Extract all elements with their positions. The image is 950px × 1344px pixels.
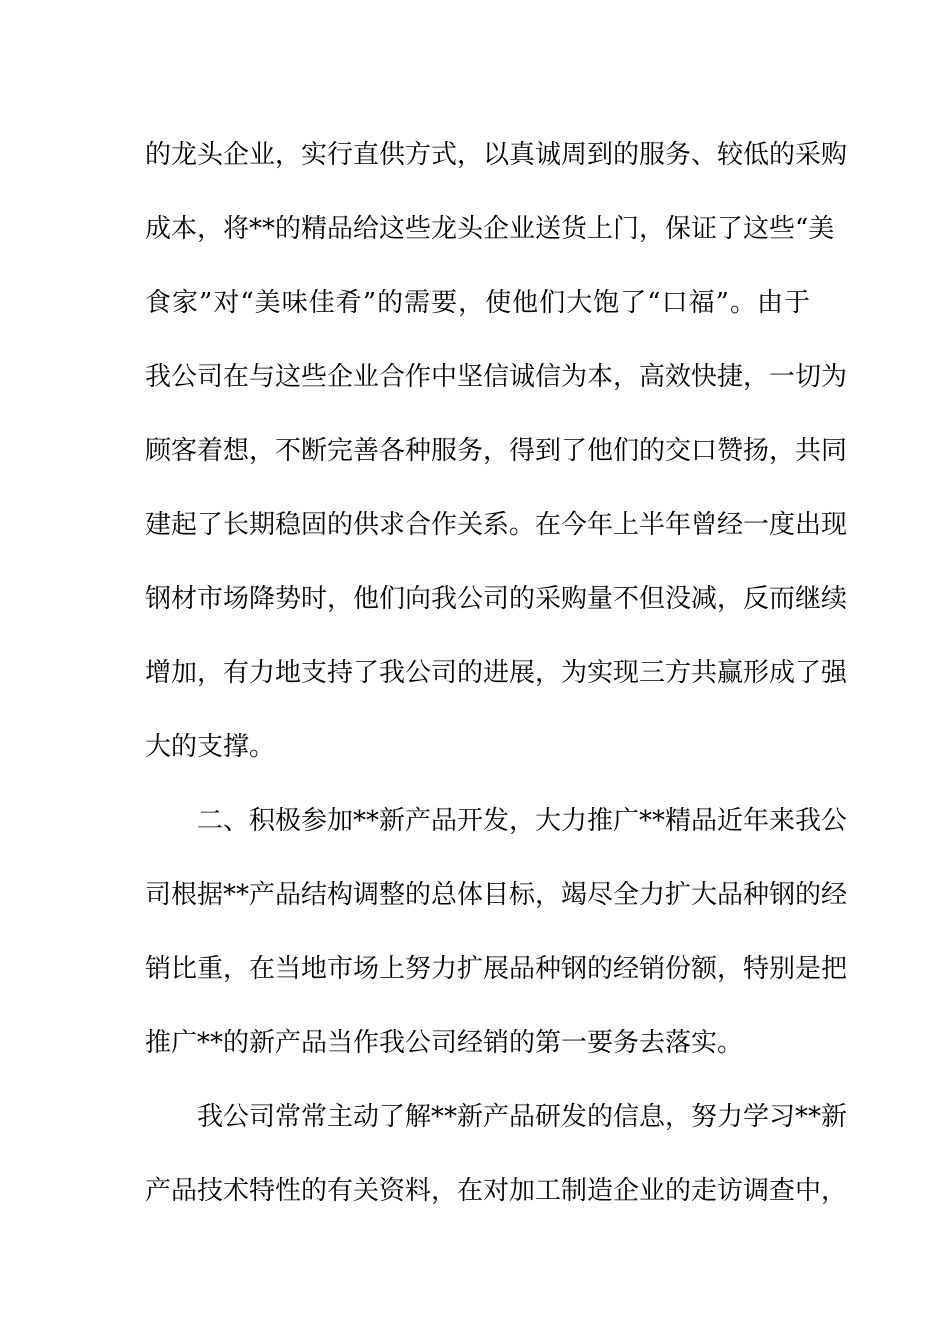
text-line: 销比重，在当地市场上努力扩展品种钢的经销份额，特别是把 <box>145 954 848 984</box>
text-line: 建起了长期稳固的供求合作关系。在今年上半年曾经一度出现 <box>145 510 848 540</box>
text-line: 成本，将**的精品给这些龙头企业送货上门，保证了这些“美 <box>145 214 835 244</box>
text-line: 产品技术特性的有关资料，在对加工制造企业的走访调查中， <box>145 1176 848 1206</box>
text-line: 顾客着想，不断完善各种服务，得到了他们的交口赞扬，共同 <box>145 436 848 466</box>
text-line: 我公司常常主动了解**新产品研发的信息，努力学习**新 <box>197 1102 848 1132</box>
text-line: 推广**的新产品当作我公司经销的第一要务去落实。 <box>145 1028 744 1058</box>
paragraph <box>145 118 848 784</box>
paragraph <box>145 784 848 1080</box>
text-line: 我公司在与这些企业合作中坚信诚信为本，高效快捷，一切为 <box>145 362 848 392</box>
text-line: 司根据**产品结构调整的总体目标，竭尽全力扩大品种钢的经 <box>145 880 848 910</box>
text-line: 大的支撑。 <box>145 732 276 762</box>
document-body <box>145 118 848 1228</box>
text-line: 钢材市场降势时，他们向我公司的采购量不但没减，反而继续 <box>145 584 848 614</box>
text-line: 增加，有力地支持了我公司的进展，为实现三方共赢形成了强 <box>145 658 848 688</box>
text-line: 食家”对“美味佳肴”的需要，使他们大饱了“口福”。由于 <box>145 288 810 318</box>
paragraph <box>145 1080 848 1228</box>
text-line: 的龙头企业，实行直供方式，以真诚周到的服务、较低的采购 <box>145 140 848 170</box>
text-line: 二、积极参加**新产品开发，大力推广**精品近年来我公 <box>197 806 848 836</box>
